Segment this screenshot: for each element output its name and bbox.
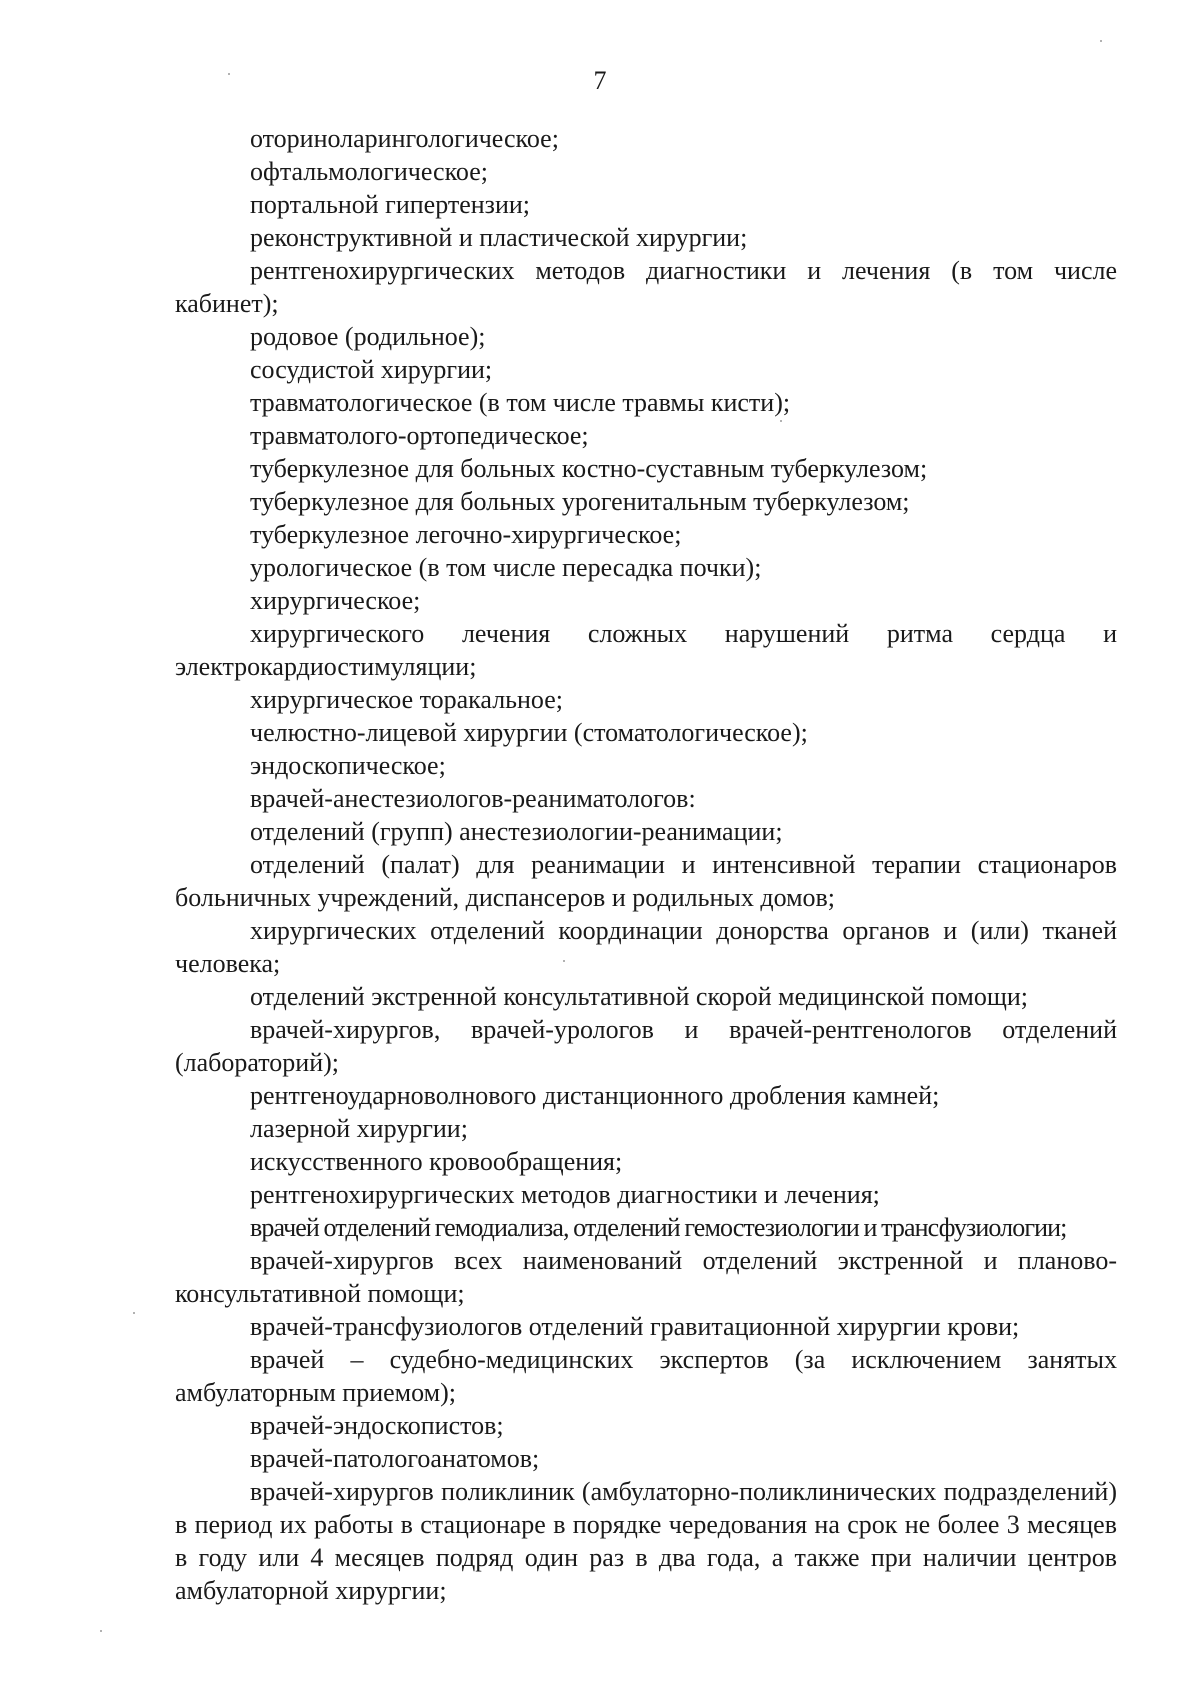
list-item: врачей – судебно-медицинских экспертов (за исключением занятых амбулаторным приемом);	[175, 1345, 1117, 1407]
list-item: отделений экстренной консультативной скорой медицинской помощи;	[250, 982, 1028, 1011]
section-heading: врачей-анестезиологов-реаниматологов:	[250, 784, 696, 813]
list-item: врачей-эндоскопистов;	[250, 1411, 504, 1440]
list-item: урологическое (в том числе пересадка почки);	[250, 553, 762, 582]
list-item: челюстно-лицевой хирургии (стоматологическое);	[250, 718, 808, 747]
list-item: лазерной хирургии;	[250, 1114, 468, 1143]
document-body	[175, 122, 1117, 1607]
list-item: врачей-трансфузиологов отделений гравитационной хирургии крови;	[250, 1312, 1020, 1341]
list-item: сосудистой хирургии;	[250, 355, 493, 384]
list-item: реконструктивной и пластической хирургии;	[250, 223, 748, 252]
list-item: портальной гипертензии;	[250, 190, 531, 219]
list-item: искусственного кровообращения;	[250, 1147, 623, 1176]
list-item: эндоскопическое;	[250, 751, 446, 780]
list-item: врачей-хирургов, врачей-урологов и врачей-рентгенологов отделений (лабораторий);	[175, 1015, 1117, 1077]
list-item: врачей-хирургов всех наименований отделений экстренной и планово-консультативной помощи;	[175, 1246, 1117, 1308]
list-item: отделений (палат) для реанимации и интенсивной терапии стационаров больничных учреждений, диспансеров и родильных домов;	[175, 850, 1117, 912]
list-item: травматологическое (в том числе травмы кисти);	[250, 388, 791, 417]
list-item: хирургическое;	[250, 586, 421, 615]
page-number: 7	[593, 66, 607, 95]
list-item: туберкулезное легочно-хирургическое;	[250, 520, 682, 549]
list-item: туберкулезное для больных урогенитальным туберкулезом;	[250, 487, 910, 516]
list-item: хирургического лечения сложных нарушений ритма сердца и электрокардиостимуляции;	[175, 619, 1117, 681]
list-item: врачей-хирургов поликлиник (амбулаторно-поликлинических подразделений) в период их работы в стационаре в порядке чередования на срок не более 3 месяцев в году или 4 месяцев подряд один раз в два года, а также при наличии центров амбулаторной хирургии;	[175, 1477, 1117, 1605]
list-item: рентгенохирургических методов диагностики и лечения (в том числе кабинет);	[175, 256, 1117, 318]
list-item: хирургическое торакальное;	[250, 685, 564, 714]
scan-speck	[100, 1630, 102, 1632]
list-item: туберкулезное для больных костно-суставным туберкулезом;	[250, 454, 928, 483]
list-item: оториноларингологическое;	[250, 124, 559, 153]
scan-speck	[1100, 40, 1102, 42]
list-item: рентгеноударноволнового дистанционного дробления камней;	[250, 1081, 940, 1110]
list-item: врачей-патологоанатомов;	[250, 1444, 540, 1473]
list-item: врачей отделений гемодиализа, отделений гемостезиологии и трансфузиологии;	[250, 1213, 1067, 1242]
list-item: отделений (групп) анестезиологии-реанимации;	[250, 817, 783, 846]
list-item: хирургических отделений координации донорства органов и (или) тканей человека;	[175, 916, 1117, 978]
list-item: травматолого-ортопедическое;	[250, 421, 589, 450]
list-item: офтальмологическое;	[250, 157, 488, 186]
scan-speck	[133, 1312, 135, 1314]
list-item: родовое (родильное);	[250, 322, 486, 351]
list-item: рентгенохирургических методов диагностики и лечения;	[250, 1180, 880, 1209]
